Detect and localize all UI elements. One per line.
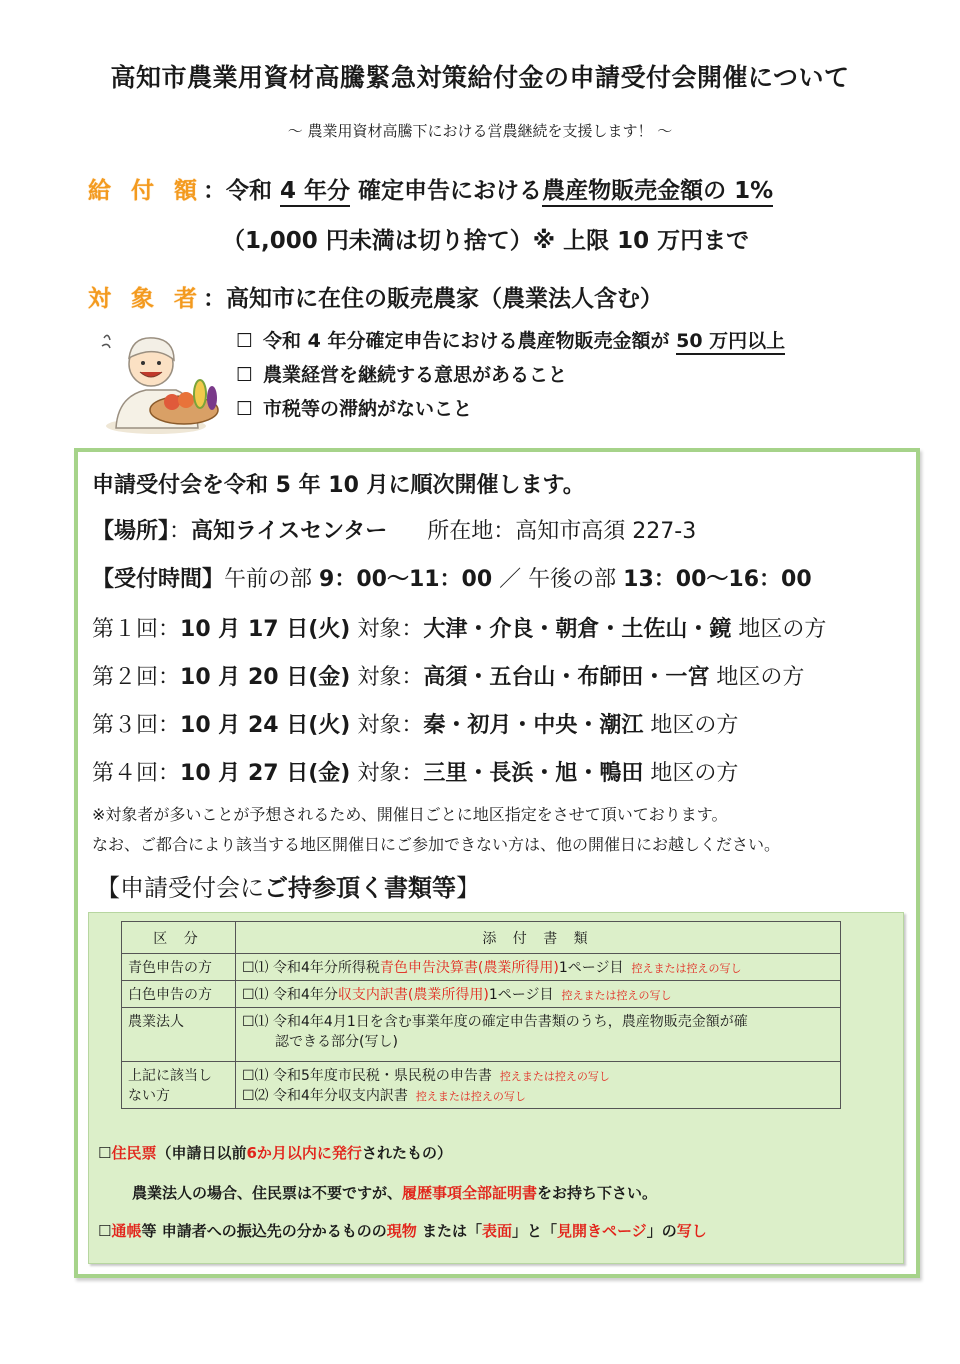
corp-note-text: をお持ち下さい。	[537, 1184, 658, 1202]
table-cell-category	[122, 1062, 236, 1109]
doc-text: 1ページ目	[488, 987, 554, 1003]
doc-text: 認できる部分(写し)	[275, 1034, 398, 1050]
passbook-text-red: 写し	[676, 1222, 707, 1240]
copy-note: 控えまたは控えの写し	[499, 1070, 610, 1083]
eligibility-item	[236, 360, 785, 394]
benefit-part3: 確定申告における	[350, 178, 543, 204]
hours-label: 【受付時間】	[92, 567, 225, 592]
eligibility-item-text: 令和 4 年分確定申告における農産物販売金額が	[263, 330, 677, 352]
doc-text: ☐⑴ 令和4年分所得税	[242, 960, 380, 976]
session-areas: 大津・介良・朝倉・土佐山・鏡	[423, 617, 732, 642]
corp-note-line	[132, 1182, 657, 1203]
benefit-row	[88, 172, 773, 205]
eligible-row	[88, 280, 663, 313]
session-areas: 三里・長浜・旭・鴨田	[423, 761, 644, 786]
table-cell-documents	[236, 1062, 841, 1109]
table-cell-category: 青色申告の方	[122, 954, 236, 981]
benefit-part1: 令和	[226, 178, 273, 204]
session-row	[92, 708, 738, 739]
juminhyo-label: 住民票	[111, 1144, 157, 1162]
table-cell-category: 白色申告の方	[122, 981, 236, 1008]
juminhyo-text-red: 6か月以内に発行	[246, 1144, 362, 1162]
passbook-text: 」と「	[511, 1222, 557, 1240]
category-line: ない方	[128, 1088, 170, 1104]
session-round: 第４回：	[92, 761, 181, 786]
session-note-1: ※対象者が多いことが予想されるため、開催日ごとに地区指定をさせて頂いております。	[92, 805, 728, 824]
passbook-text-red: 現物	[386, 1222, 417, 1240]
place-colon: ：	[169, 519, 192, 544]
category-line: 上記に該当し	[128, 1068, 212, 1084]
passbook-text: 」の	[646, 1222, 677, 1240]
benefit-label: 給 付 額	[88, 178, 204, 204]
documents-heading	[96, 868, 480, 903]
checkbox-icon: ☐	[98, 1222, 112, 1240]
corp-note-text: 農業法人の場合、住民票は不要ですが、	[132, 1184, 403, 1202]
table-cell-documents	[236, 954, 841, 981]
page-title: 高知市農業用資材高騰緊急対策給付金の申請受付会開催について	[110, 63, 850, 92]
session-areas: 高須・五台山・布師田・一宮	[423, 665, 710, 690]
eligibility-item-em: 50 万円以上	[676, 330, 785, 355]
session-round: 第３回：	[92, 713, 181, 738]
eligibility-checklist	[236, 326, 785, 428]
hours-divider: ／	[492, 567, 529, 592]
doc-text: ☐⑴ 令和5年度市民税・県民税の申告書	[242, 1068, 492, 1084]
session-target: 対象：	[350, 665, 424, 690]
checkbox-icon: ☐	[236, 398, 254, 420]
juminhyo-text: （申請日以前	[156, 1144, 247, 1162]
session-date: 10 月 27 日(金)	[180, 761, 351, 786]
session-announcement: 申請受付会を令和 5 年 10 月に順次開催します。	[92, 473, 585, 498]
session-date: 10 月 24 日(火)	[180, 713, 351, 738]
table-header-category: 区 分	[122, 922, 236, 954]
table-header-documents: 添 付 書 類	[236, 922, 841, 954]
session-round: 第２回：	[92, 665, 181, 690]
hours-line	[92, 562, 812, 593]
doc-text-red: 青色申告決算書(農業所得用)	[379, 960, 559, 976]
doc-text-red: 収支内訳書(農業所得用)	[337, 987, 489, 1003]
copy-note: 控えまたは控えの写し	[561, 989, 672, 1002]
documents-heading-close: 】	[456, 874, 480, 902]
table-row	[122, 1008, 841, 1062]
eligibility-item-text: 市税等の滞納がないこと	[263, 398, 473, 420]
table-header-row	[122, 922, 841, 954]
session-suffix: 地区の方	[731, 617, 827, 642]
passbook-line	[98, 1220, 707, 1241]
page-subtitle: ～ 農業用資材高騰下における営農継続を支援します！ ～	[287, 122, 673, 140]
doc-text: ☐⑴ 令和4年分	[242, 987, 338, 1003]
checkbox-icon: ☐	[236, 330, 254, 352]
doc-text: ☐⑴ 令和4年4月1日を含む事業年度の確定申告書類のうち，農産物販売金額が確	[242, 1014, 748, 1030]
session-date: 10 月 17 日(火)	[180, 617, 351, 642]
eligibility-item-text: 農業経営を継続する意思があること	[263, 364, 568, 386]
juminhyo-text: されたもの）	[361, 1144, 452, 1162]
table-row	[122, 981, 841, 1008]
table-cell-documents	[236, 981, 841, 1008]
place-label: 【場所】	[92, 519, 170, 544]
passbook-text: または「	[416, 1222, 482, 1240]
session-areas: 秦・初月・中央・潮江	[423, 713, 644, 738]
pm-time: 13：00～16：00	[623, 567, 812, 592]
place-line	[92, 514, 696, 545]
benefit-colon: ：	[203, 178, 227, 204]
session-suffix: 地区の方	[643, 713, 739, 738]
checkbox-icon: ☐	[98, 1144, 112, 1162]
documents-table	[121, 921, 841, 1109]
eligibility-item	[236, 394, 785, 428]
session-row	[92, 660, 804, 691]
session-note-2: なお、ご都合により該当する地区開催日にご参加できない方は、他の開催日にお越しください。	[92, 835, 781, 854]
session-suffix: 地区の方	[709, 665, 805, 690]
session-target: 対象：	[350, 761, 424, 786]
session-date: 10 月 20 日(金)	[180, 665, 351, 690]
passbook-text-red: 表面	[481, 1222, 512, 1240]
am-time: 9：00～11：00	[319, 567, 493, 592]
table-cell-category: 農業法人	[122, 1008, 236, 1062]
session-row	[92, 612, 826, 643]
table-cell-documents	[236, 1008, 841, 1062]
place-name: 高知ライスセンター	[191, 519, 388, 544]
copy-note: 控えまたは控えの写し	[631, 962, 742, 975]
corp-note-red: 履歴事項全部証明書	[402, 1184, 538, 1202]
doc-text: ☐⑵ 令和4年分収支内訳書	[242, 1088, 408, 1104]
passbook-label: 通帳	[111, 1222, 142, 1240]
doc-text: 1ページ目	[558, 960, 624, 976]
session-round: 第１回：	[92, 617, 181, 642]
documents-heading-bold: ご持参頂く書類等	[264, 874, 456, 902]
eligibility-item	[236, 326, 785, 360]
farmer-illustration-icon	[96, 328, 226, 438]
pm-label: 午後の部	[528, 567, 624, 592]
eligible-colon: ：	[203, 286, 227, 312]
session-row	[92, 756, 738, 787]
session-target: 対象：	[350, 713, 424, 738]
passbook-text-red: 見開きページ	[556, 1222, 647, 1240]
table-row	[122, 1062, 841, 1109]
passbook-text: 等 申請者への振込先の分かるものの	[141, 1222, 387, 1240]
place-address: 所在地：高知市高須 227-3	[427, 519, 697, 544]
session-suffix: 地区の方	[643, 761, 739, 786]
eligible-text: 高知市に在住の販売農家（農業法人含む）	[226, 286, 664, 312]
am-label: 午前の部	[224, 567, 320, 592]
benefit-line2: （1,000 円未満は切り捨て）※ 上限 10 万円まで	[222, 228, 750, 254]
documents-panel	[88, 912, 904, 1264]
documents-heading-open: 【申請受付会に	[96, 874, 264, 902]
benefit-year: 4 年分	[280, 178, 350, 207]
table-row	[122, 954, 841, 981]
copy-note: 控えまたは控えの写し	[415, 1090, 526, 1103]
checkbox-icon: ☐	[236, 364, 254, 386]
juminhyo-line	[98, 1142, 452, 1163]
session-target: 対象：	[350, 617, 424, 642]
eligible-label: 対 象 者	[88, 286, 204, 312]
benefit-rate: 農産物販売金額の 1%	[542, 178, 773, 207]
